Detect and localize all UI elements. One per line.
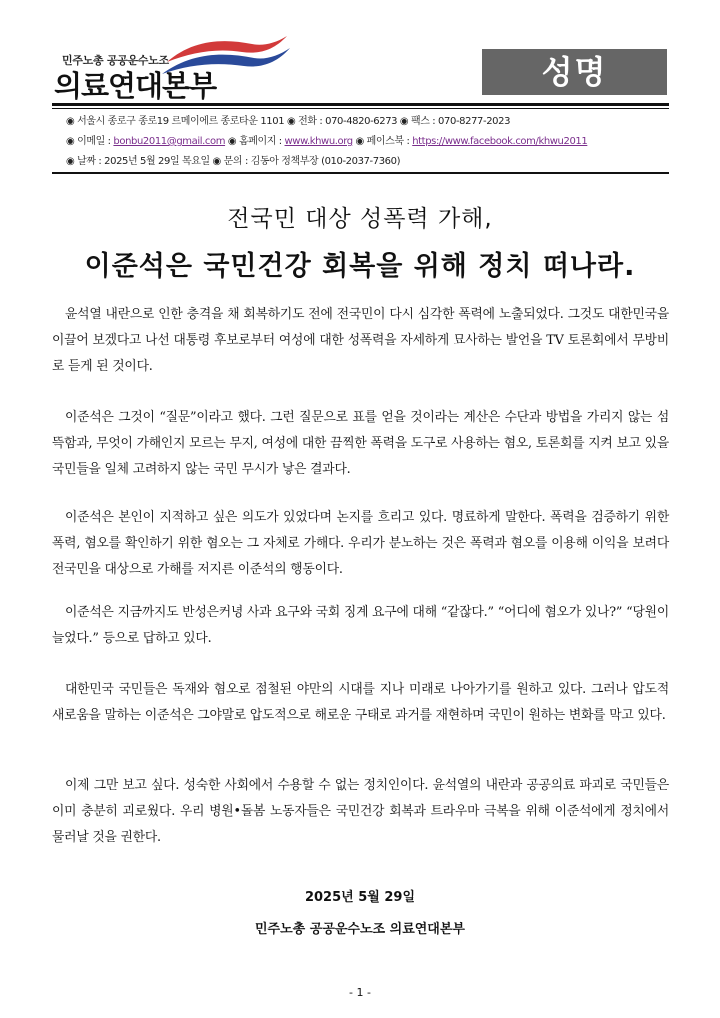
info-address: ◉ 서울시 종로구 종로19 르메이에르 종로타운 1101 ◉ 전화 : 070-4820-6273 ◉ 팩스 : 070-8277-2023 [66, 116, 511, 127]
union-name: 민주노총 공공운수노조 [62, 54, 169, 67]
homepage-link[interactable]: www.khwu.org [284, 136, 353, 147]
title-line-2: 이준석은 국민건강 회복을 위해 정치 떠나라. [84, 251, 636, 282]
body-paragraph-4: 이준석은 지금까지도 반성은커녕 사과 요구와 국회 징계 요구에 대해 “같잖다.” “어디에 혐오가 있나?” “당원이 늘었다.” 등으로 답하고 있다. [52, 605, 669, 646]
body-paragraph-2: 이준석은 그것이 “질문”이라고 했다. 그런 질문으로 표를 얻을 것이라는 계산은 수단과 방법을 가리지 않는 섬뜩함과, 무엇이 가해인지 모르는 무지, 여성에 대한 끔찍한 폭력을 도구로 사용하는 혐오, 토론회를 지켜 보고 있을 국민들을 일체 고려하지 않는 국민 무시가 낳은 결과다. [52, 410, 669, 477]
header-divider-thin [52, 108, 669, 109]
email-label: ◉ 이메일 : [66, 136, 114, 147]
header-divider [52, 103, 669, 106]
body-paragraph-3: 이준석은 본인이 지적하고 싶은 의도가 있었다며 논지를 흐리고 있다. 명료하게 말한다. 폭력을 검증하기 위한 폭력, 혐오를 확인하기 위한 혐오는 그 자체로 가해다. 우리가 분노하는 것은 폭력과 혐오를 이용해 이익을 보려다 전국민을 대상으로 가해를 저지른 이준석의 행동이다. [52, 510, 669, 577]
body-paragraph-6: 이제 그만 보고 싶다. 성숙한 사회에서 수용할 수 없는 정치인이다. 윤석열의 내란과 공공의료 파괴로 국민들은 이미 충분히 괴로웠다. 우리 병원•돌봄 노동자들은 국민건강 회복과 트라우마 극복을 위해 이준석에게 정치에서 물러날 것을 권한다. [52, 778, 669, 845]
title-line-1: 전국민 대상 성폭력 가해, [227, 206, 493, 232]
footer-date: 2025년 5월 29일 [304, 890, 416, 905]
org-logo [52, 30, 252, 103]
info-contact-links [66, 132, 587, 147]
homepage-label: ◉ 홈페이지 : [225, 136, 285, 147]
facebook-link[interactable]: https://www.facebook.com/khwu2011 [412, 136, 588, 147]
email-link[interactable]: bonbu2011@gmail.com [113, 136, 226, 147]
footer-org: 민주노총 공공운수노조 의료연대본부 [255, 922, 465, 937]
doc-type-badge: 성명 [482, 49, 667, 95]
body-paragraph-5: 대한민국 국민들은 독재와 혐오로 점철된 야만의 시대를 지나 미래로 나아가기를 원하고 있다. 그러나 압도적 새로움을 말하는 이준석은 그야말로 압도적으로 해로운 구태로 과거를 재현하며 국민이 원하는 변화를 막고 있다. [52, 682, 669, 723]
info-date-contact: ◉ 날짜 : 2025년 5월 29일 목요일 ◉ 문의 : 김동아 정책부장 (010-2037-7360) [66, 156, 401, 167]
org-name: 의료연대본부 [54, 69, 217, 103]
facebook-label: ◉ 페이스북 : [352, 136, 413, 147]
page-number: - 1 - [349, 986, 371, 999]
body-paragraph-1: 윤석열 내란으로 인한 충격을 채 회복하기도 전에 전국민이 다시 심각한 폭력에 노출되었다. 그것도 대한민국을 이끌어 보겠다고 나선 대통령 후보로부터 여성에 대한 성폭력을 자세하게 묘사하는 발언을 TV 토론회에서 무방비로 듣게 된 것이다. [52, 307, 669, 374]
info-divider [52, 172, 669, 174]
